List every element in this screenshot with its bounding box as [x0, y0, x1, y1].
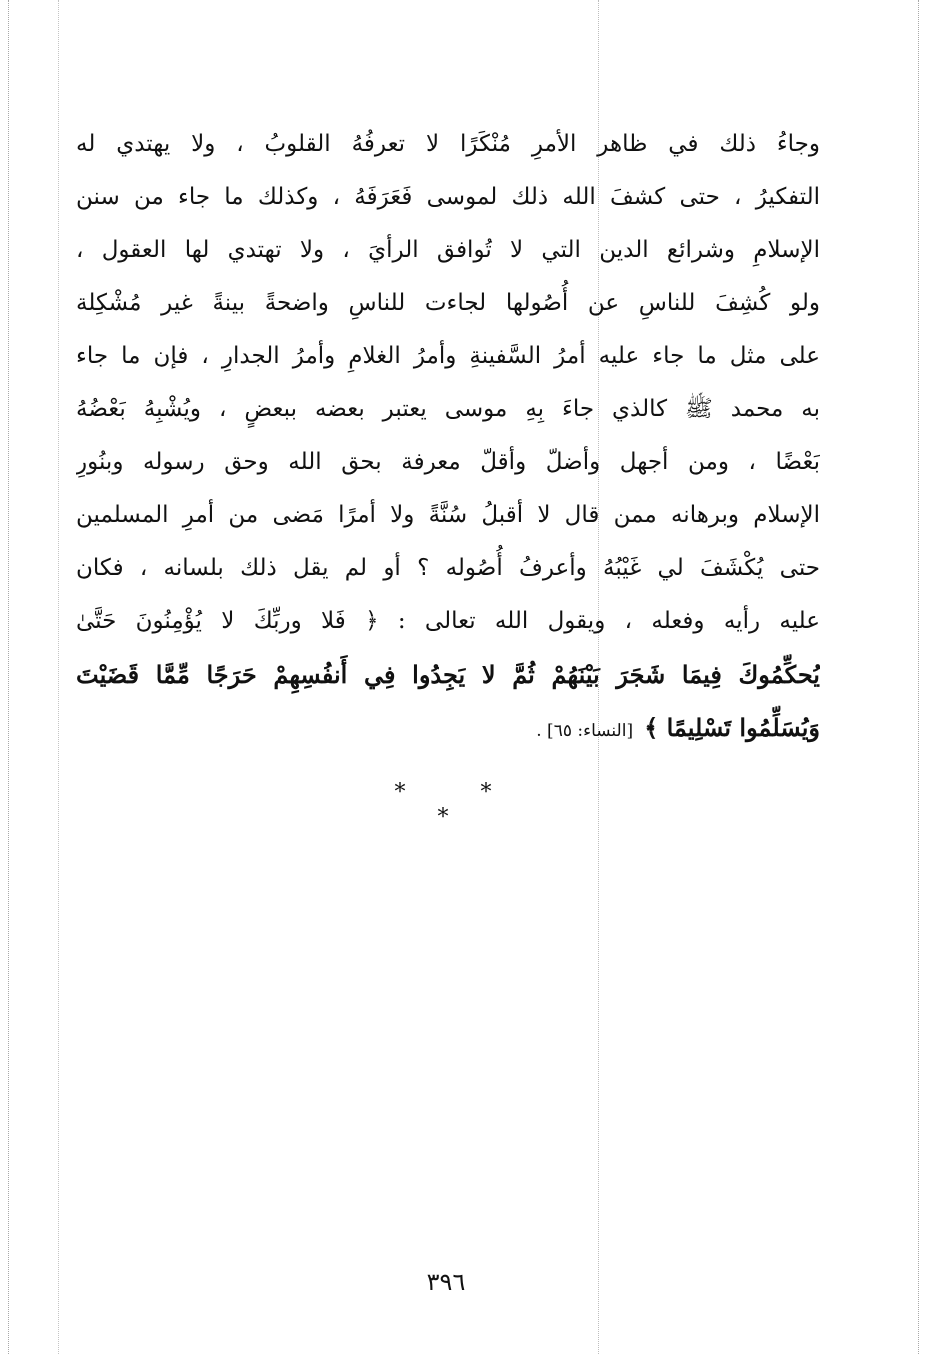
- verse-citation: [النساء: ٦٥] .: [536, 721, 634, 741]
- last-text-line: [76, 701, 820, 754]
- page-fold-line: [58, 0, 59, 1354]
- text-line: به محمد ﷺ كالذي جاءَ بِهِ موسى يعتبر بعضه ببعضٍ ، ويُشْبِهُ بَعْضُهُ: [76, 396, 820, 422]
- page-fold-line: [918, 0, 919, 1354]
- text-line: حتى يُكْشَفَ لي غَيْبُهُ وأعرفُ أُصُوله ؟ أو لم يقل ذلك بلسانه ، فكان: [76, 555, 820, 581]
- text-line: عليه رأيه وفعله ، ويقول الله تعالى : ﴿ فَلا وربِّكَ لا يُؤْمِنُونَ حَتَّىٰ: [76, 608, 820, 634]
- quran-verse-ending: وَيُسَلِّمُوا تَسْلِيمًا ﴾: [644, 713, 820, 742]
- body-text: [76, 118, 820, 754]
- page-fold-line: [8, 0, 9, 1354]
- text-line: بَعْضًا ، ومن أجهل وأضلّ وأقلّ معرفة بحق الله وحق رسوله وبنُورِ: [76, 449, 820, 475]
- text-line: على مثل ما جاء عليه أمرُ السَّفينةِ وأمرُ الغلامِ وأمرُ الجدارِ ، فإن ما جاء: [76, 343, 820, 369]
- page-number: ٣٩٦: [426, 1268, 466, 1296]
- text-line: وجاءُ ذلك في ظاهر الأمرِ مُنْكَرًا لا تعرفُهُ القلوبُ ، ولا يهتدي له: [76, 131, 820, 157]
- text-line: الإسلام وبرهانه ممن قال لا أقبلُ سُنَّةً ولا أمرًا مَضى من أمرِ المسلمين: [76, 502, 820, 528]
- quran-verse-line: يُحكِّمُوكَ فِيمَا شَجَرَ بَيْنَهُمْ ثُمَّ لا يَجِدُوا فِي أَنفُسِهِمْ حَرَجًا مِّمَّا قَضَيْتَ: [76, 660, 820, 689]
- text-line: ولو كُشِفَ للناسِ عن أُصُولها لجاءت للناسِ واضحةً بينةً غير مُشْكِلة: [76, 290, 820, 316]
- section-separator: * * *: [394, 780, 526, 830]
- text-line: الإسلامِ وشرائع الدين التي لا تُوافق الرأيَ ، ولا تهتدي لها العقول ،: [76, 237, 820, 263]
- text-line: التفكيرُ ، حتى كشفَ الله ذلك لموسى فَعَرَفَهُ ، وكذلك ما جاء من سنن: [76, 184, 820, 210]
